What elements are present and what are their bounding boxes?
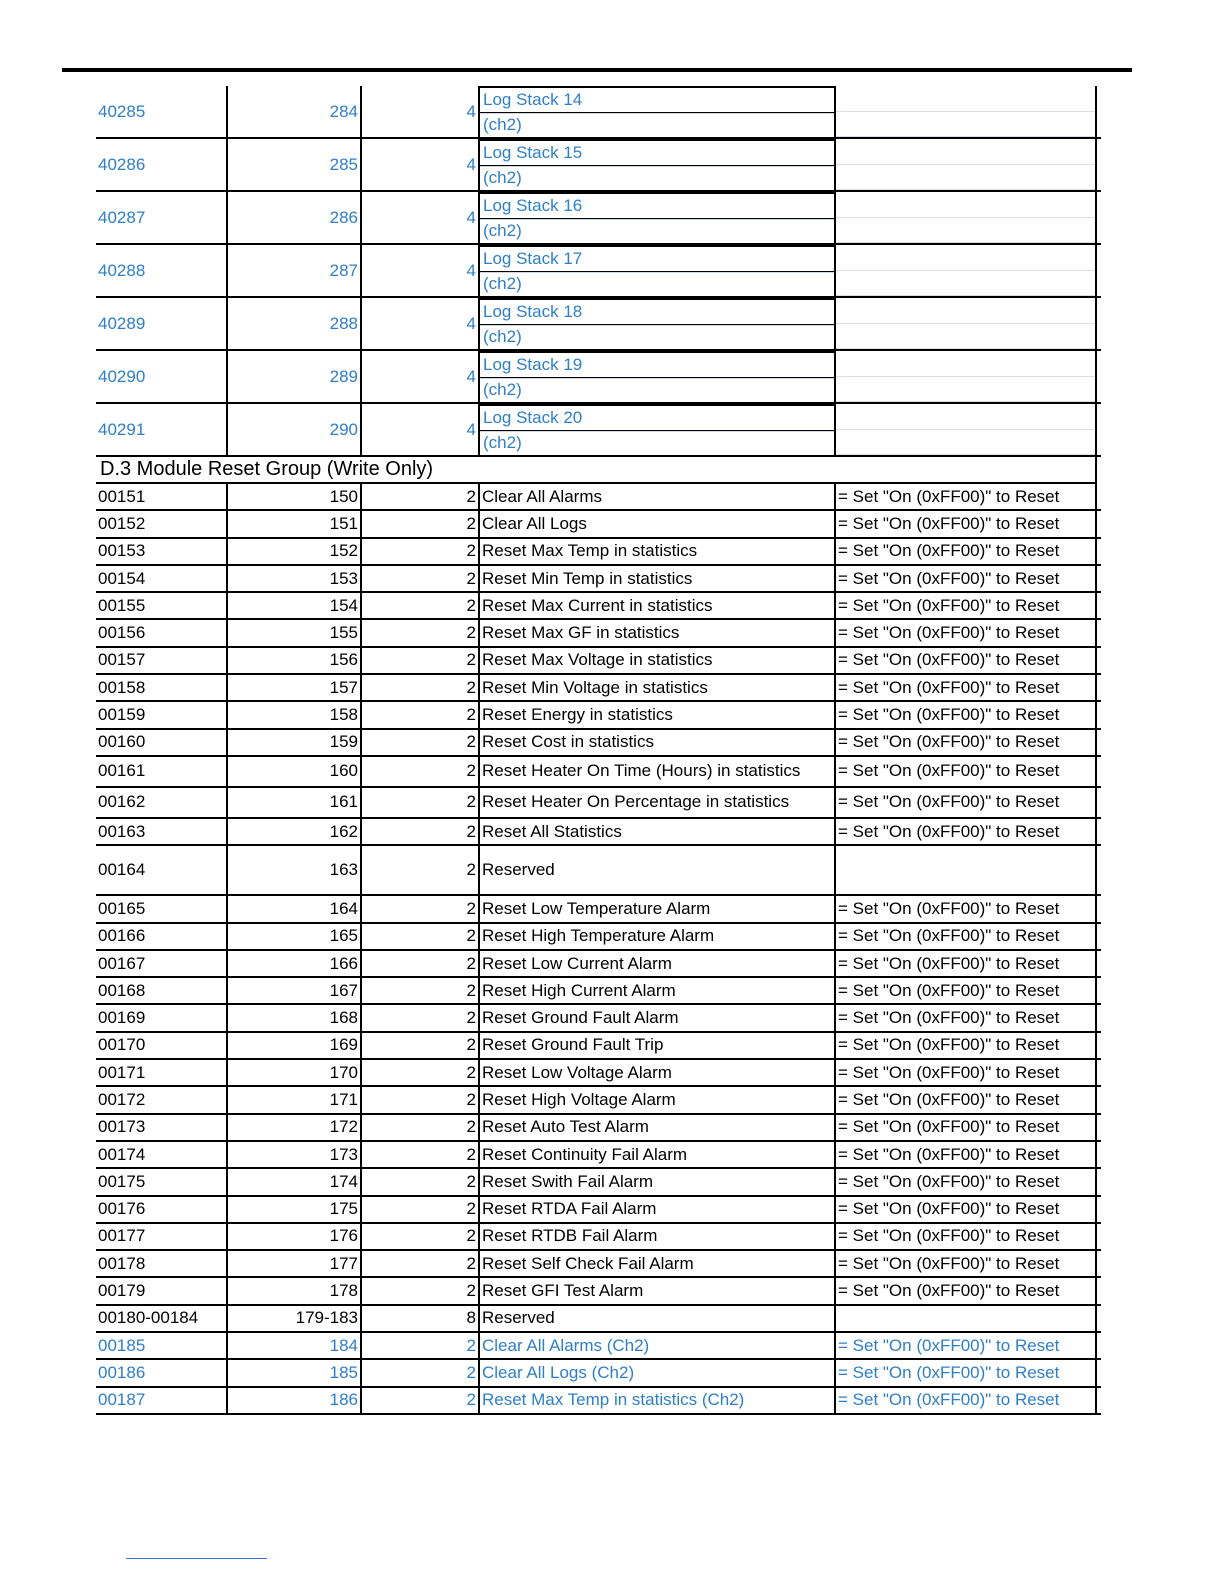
note-cell — [834, 404, 1097, 455]
table-row — [96, 86, 1101, 139]
description-line-2: (ch2) — [480, 113, 834, 138]
offset-cell: 176 — [226, 1224, 362, 1249]
description-cell: Reserved — [482, 860, 555, 880]
note-cell: = Set "On (0xFF00)" to Reset — [834, 1251, 1097, 1276]
offset-cell: 155 — [226, 620, 362, 645]
note-cell — [834, 245, 1097, 296]
offset-cell: 167 — [226, 978, 362, 1003]
offset-cell: 285 — [226, 139, 362, 190]
description-line-2: (ch2) — [480, 378, 834, 403]
address-cell: 00151 — [98, 486, 146, 506]
address-cell: 00155 — [98, 595, 146, 615]
note-cell: = Set "On (0xFF00)" to Reset — [834, 1197, 1097, 1222]
description-cell — [480, 298, 834, 349]
address-cell: 00170 — [98, 1035, 146, 1055]
description-line-1: Log Stack 17 — [480, 247, 834, 272]
offset-cell: 177 — [226, 1251, 362, 1276]
offset-cell: 169 — [226, 1033, 362, 1058]
address-cell: 00186 — [98, 1362, 146, 1382]
description-cell: Clear All Alarms — [482, 486, 602, 506]
table-row — [96, 404, 1101, 457]
address-cell: 00174 — [98, 1144, 146, 1164]
table-row — [96, 593, 1101, 620]
address-cell: 00179 — [98, 1281, 146, 1301]
note-cell: = Set "On (0xFF00)" to Reset — [834, 1115, 1097, 1140]
address-cell: 00180-00184 — [98, 1308, 199, 1328]
description-cell: Reset Heater On Time (Hours) in statistics — [482, 761, 801, 781]
address-cell: 00168 — [98, 980, 146, 1000]
note-cell: = Set "On (0xFF00)" to Reset — [834, 1169, 1097, 1194]
table-row — [96, 730, 1101, 757]
size-cell: 2 — [362, 1197, 480, 1222]
grid-line — [836, 324, 1095, 350]
offset-cell: 158 — [226, 702, 362, 727]
note-cell — [834, 1306, 1097, 1331]
table-row — [96, 1388, 1101, 1415]
note-cell: = Set "On (0xFF00)" to Reset — [834, 1388, 1097, 1413]
description-cell: Reset GFI Test Alarm — [482, 1281, 644, 1301]
description-line-2: (ch2) — [480, 431, 834, 456]
description-cell: Reset Low Voltage Alarm — [482, 1062, 672, 1082]
table-row — [96, 245, 1101, 298]
size-cell: 2 — [362, 648, 480, 673]
note-cell: = Set "On (0xFF00)" to Reset — [834, 788, 1097, 817]
description-line-2: (ch2) — [480, 166, 834, 191]
description-cell: Reset Low Current Alarm — [482, 953, 672, 973]
address-cell: 00178 — [98, 1253, 146, 1273]
address-cell: 40289 — [98, 313, 146, 333]
offset-cell: 178 — [226, 1278, 362, 1303]
description-cell: Reset Low Temperature Alarm — [482, 898, 711, 918]
note-cell — [834, 846, 1097, 894]
size-cell: 4 — [362, 192, 480, 243]
note-cell: = Set "On (0xFF00)" to Reset — [834, 1005, 1097, 1030]
size-cell: 2 — [362, 1278, 480, 1303]
grid-line — [836, 218, 1095, 244]
description-line-2: (ch2) — [480, 325, 834, 350]
note-cell: = Set "On (0xFF00)" to Reset — [834, 1278, 1097, 1303]
note-cell: = Set "On (0xFF00)" to Reset — [834, 757, 1097, 786]
table-row — [96, 702, 1101, 729]
description-cell: Reset RTDA Fail Alarm — [482, 1199, 657, 1219]
note-cell: = Set "On (0xFF00)" to Reset — [834, 1333, 1097, 1358]
address-cell: 00153 — [98, 541, 146, 561]
offset-cell: 165 — [226, 924, 362, 949]
table-row — [96, 1360, 1101, 1387]
grid-line — [836, 404, 1095, 430]
offset-cell: 160 — [226, 757, 362, 786]
offset-cell: 287 — [226, 245, 362, 296]
table-row — [96, 1169, 1101, 1196]
offset-cell: 184 — [226, 1333, 362, 1358]
address-cell: 00187 — [98, 1390, 146, 1410]
grid-line — [836, 245, 1095, 271]
address-cell: 00161 — [98, 761, 146, 781]
offset-cell: 150 — [226, 484, 362, 509]
description-cell: Reset High Temperature Alarm — [482, 926, 715, 946]
description-cell: Reset Min Voltage in statistics — [482, 677, 708, 697]
address-cell: 00154 — [98, 568, 146, 588]
description-cell: Clear All Logs — [482, 513, 587, 533]
description-cell: Reset Max GF in statistics — [482, 623, 680, 643]
description-cell: Reset Auto Test Alarm — [482, 1117, 649, 1137]
description-line-1: Log Stack 15 — [480, 141, 834, 166]
address-cell: 00176 — [98, 1199, 146, 1219]
table-row — [96, 951, 1101, 978]
description-cell: Reset RTDB Fail Alarm — [482, 1226, 658, 1246]
size-cell: 2 — [362, 702, 480, 727]
grid-line — [836, 298, 1095, 324]
size-cell: 8 — [362, 1306, 480, 1331]
size-cell: 2 — [362, 924, 480, 949]
offset-cell: 159 — [226, 730, 362, 755]
note-cell: = Set "On (0xFF00)" to Reset — [834, 1142, 1097, 1167]
size-cell: 4 — [362, 139, 480, 190]
size-cell: 4 — [362, 86, 480, 137]
note-cell: = Set "On (0xFF00)" to Reset — [834, 566, 1097, 591]
address-cell: 00177 — [98, 1226, 146, 1246]
offset-cell: 168 — [226, 1005, 362, 1030]
size-cell: 2 — [362, 593, 480, 618]
offset-cell: 161 — [226, 788, 362, 817]
description-cell: Reset Max Temp in statistics — [482, 541, 698, 561]
table-row — [96, 1333, 1101, 1360]
table-row — [96, 788, 1101, 819]
address-cell: 00165 — [98, 898, 146, 918]
description-line-1: Log Stack 14 — [480, 88, 834, 113]
table-row — [96, 351, 1101, 404]
size-cell: 2 — [362, 484, 480, 509]
table-row — [96, 1087, 1101, 1114]
address-cell: 00158 — [98, 677, 146, 697]
offset-cell: 288 — [226, 298, 362, 349]
description-line-1: Log Stack 20 — [480, 406, 834, 431]
address-cell: 40288 — [98, 260, 146, 280]
note-cell: = Set "On (0xFF00)" to Reset — [834, 819, 1097, 844]
note-cell: = Set "On (0xFF00)" to Reset — [834, 978, 1097, 1003]
table-row — [96, 139, 1101, 192]
offset-cell: 152 — [226, 539, 362, 564]
size-cell: 2 — [362, 1251, 480, 1276]
table-row — [96, 1251, 1101, 1278]
description-cell: Reserved — [482, 1308, 555, 1328]
grid-line — [836, 351, 1095, 377]
table-row — [96, 1224, 1101, 1251]
address-cell: 00167 — [98, 953, 146, 973]
grid-line — [836, 86, 1095, 112]
table-row — [96, 192, 1101, 245]
description-cell: Reset Ground Fault Trip — [482, 1035, 664, 1055]
log-stack-section — [96, 86, 1101, 457]
footer-link-underline — [126, 1558, 267, 1559]
offset-cell: 174 — [226, 1169, 362, 1194]
grid-line — [836, 165, 1095, 191]
address-cell: 40286 — [98, 154, 146, 174]
note-cell: = Set "On (0xFF00)" to Reset — [834, 951, 1097, 976]
grid-line — [836, 271, 1095, 297]
table-row — [96, 896, 1101, 923]
offset-cell: 172 — [226, 1115, 362, 1140]
note-cell: = Set "On (0xFF00)" to Reset — [834, 924, 1097, 949]
description-cell — [480, 404, 834, 455]
size-cell: 2 — [362, 566, 480, 591]
offset-cell: 157 — [226, 675, 362, 700]
size-cell: 2 — [362, 1360, 480, 1385]
table-row — [96, 1115, 1101, 1142]
size-cell: 2 — [362, 1005, 480, 1030]
table-row — [96, 511, 1101, 538]
size-cell: 2 — [362, 1388, 480, 1413]
grid-line — [836, 139, 1095, 165]
note-cell — [834, 86, 1097, 137]
offset-cell: 289 — [226, 351, 362, 402]
note-cell: = Set "On (0xFF00)" to Reset — [834, 1060, 1097, 1085]
size-cell: 2 — [362, 511, 480, 536]
note-cell: = Set "On (0xFF00)" to Reset — [834, 1360, 1097, 1385]
size-cell: 2 — [362, 896, 480, 921]
size-cell: 2 — [362, 539, 480, 564]
size-cell: 4 — [362, 351, 480, 402]
description-cell: Reset High Voltage Alarm — [482, 1089, 676, 1109]
size-cell: 2 — [362, 757, 480, 786]
table-row — [96, 1005, 1101, 1032]
offset-cell: 164 — [226, 896, 362, 921]
note-cell — [834, 298, 1097, 349]
description-cell: Reset Energy in statistics — [482, 705, 673, 725]
address-cell: 40290 — [98, 366, 146, 386]
address-cell: 00173 — [98, 1117, 146, 1137]
description-cell: Reset All Statistics — [482, 821, 622, 841]
offset-cell: 290 — [226, 404, 362, 455]
table-row — [96, 675, 1101, 702]
offset-cell: 175 — [226, 1197, 362, 1222]
address-cell: 40287 — [98, 207, 146, 227]
table-row — [96, 648, 1101, 675]
offset-cell: 179-183 — [226, 1306, 362, 1331]
offset-cell: 171 — [226, 1087, 362, 1112]
note-cell: = Set "On (0xFF00)" to Reset — [834, 484, 1097, 509]
description-cell: Reset Continuity Fail Alarm — [482, 1144, 688, 1164]
address-cell: 00185 — [98, 1335, 146, 1355]
size-cell: 2 — [362, 1115, 480, 1140]
offset-cell: 284 — [226, 86, 362, 137]
description-cell: Reset Max Current in statistics — [482, 595, 713, 615]
description-cell: Reset Min Temp in statistics — [482, 568, 693, 588]
table-row — [96, 924, 1101, 951]
grid-line — [836, 430, 1095, 456]
table-row — [96, 484, 1101, 511]
address-cell: 00171 — [98, 1062, 146, 1082]
table-row — [96, 1306, 1101, 1333]
register-table — [96, 86, 1101, 1415]
table-row — [96, 298, 1101, 351]
table-row — [96, 539, 1101, 566]
note-cell: = Set "On (0xFF00)" to Reset — [834, 1087, 1097, 1112]
address-cell: 00169 — [98, 1008, 146, 1028]
description-line-2: (ch2) — [480, 219, 834, 244]
note-cell: = Set "On (0xFF00)" to Reset — [834, 1224, 1097, 1249]
description-cell — [480, 192, 834, 243]
table-row — [96, 819, 1101, 846]
description-cell: Clear All Alarms (Ch2) — [482, 1335, 650, 1355]
size-cell: 2 — [362, 1224, 480, 1249]
offset-cell: 166 — [226, 951, 362, 976]
size-cell: 2 — [362, 978, 480, 1003]
address-cell: 40285 — [98, 101, 146, 121]
section-title: D.3 Module Reset Group (Write Only) — [96, 457, 1097, 484]
note-cell: = Set "On (0xFF00)" to Reset — [834, 620, 1097, 645]
table-row — [96, 1033, 1101, 1060]
size-cell: 2 — [362, 1142, 480, 1167]
size-cell: 2 — [362, 788, 480, 817]
grid-line — [836, 377, 1095, 403]
table-row — [96, 757, 1101, 788]
address-cell: 00175 — [98, 1171, 146, 1191]
address-cell: 00159 — [98, 705, 146, 725]
address-cell: 00164 — [98, 860, 146, 880]
address-cell: 00152 — [98, 513, 146, 533]
size-cell: 4 — [362, 298, 480, 349]
offset-cell: 151 — [226, 511, 362, 536]
offset-cell: 156 — [226, 648, 362, 673]
table-row — [96, 1197, 1101, 1224]
description-line-1: Log Stack 18 — [480, 300, 834, 325]
table-row — [96, 1060, 1101, 1087]
offset-cell: 286 — [226, 192, 362, 243]
offset-cell: 163 — [226, 846, 362, 894]
size-cell: 2 — [362, 846, 480, 894]
address-cell: 40291 — [98, 419, 146, 439]
size-cell: 2 — [362, 1333, 480, 1358]
offset-cell: 154 — [226, 593, 362, 618]
note-cell: = Set "On (0xFF00)" to Reset — [834, 593, 1097, 618]
note-cell: = Set "On (0xFF00)" to Reset — [834, 539, 1097, 564]
size-cell: 2 — [362, 1060, 480, 1085]
description-line-1: Log Stack 19 — [480, 353, 834, 378]
description-cell — [480, 86, 834, 137]
description-cell: Reset Ground Fault Alarm — [482, 1008, 679, 1028]
size-cell: 4 — [362, 245, 480, 296]
note-cell: = Set "On (0xFF00)" to Reset — [834, 675, 1097, 700]
description-line-1: Log Stack 16 — [480, 194, 834, 219]
note-cell: = Set "On (0xFF00)" to Reset — [834, 648, 1097, 673]
offset-cell: 162 — [226, 819, 362, 844]
note-cell — [834, 139, 1097, 190]
offset-cell: 173 — [226, 1142, 362, 1167]
description-line-2: (ch2) — [480, 272, 834, 297]
description-cell: Clear All Logs (Ch2) — [482, 1362, 635, 1382]
address-cell: 00172 — [98, 1089, 146, 1109]
address-cell: 00160 — [98, 732, 146, 752]
description-cell: Reset Max Voltage in statistics — [482, 650, 713, 670]
size-cell: 2 — [362, 675, 480, 700]
description-cell: Reset Swith Fail Alarm — [482, 1171, 653, 1191]
note-cell: = Set "On (0xFF00)" to Reset — [834, 511, 1097, 536]
address-cell: 00166 — [98, 926, 146, 946]
grid-line — [836, 112, 1095, 138]
size-cell: 2 — [362, 1033, 480, 1058]
note-cell: = Set "On (0xFF00)" to Reset — [834, 730, 1097, 755]
size-cell: 4 — [362, 404, 480, 455]
table-row — [96, 1142, 1101, 1169]
description-cell — [480, 139, 834, 190]
size-cell: 2 — [362, 951, 480, 976]
description-cell: Reset Self Check Fail Alarm — [482, 1253, 694, 1273]
address-cell: 00157 — [98, 650, 146, 670]
description-cell: Reset Heater On Percentage in statistics — [482, 792, 790, 812]
size-cell: 2 — [362, 819, 480, 844]
header-rule — [62, 68, 1132, 72]
note-cell: = Set "On (0xFF00)" to Reset — [834, 896, 1097, 921]
address-cell: 00162 — [98, 792, 146, 812]
note-cell: = Set "On (0xFF00)" to Reset — [834, 1033, 1097, 1058]
description-cell — [480, 351, 834, 402]
table-row — [96, 978, 1101, 1005]
note-cell — [834, 351, 1097, 402]
offset-cell: 185 — [226, 1360, 362, 1385]
size-cell: 2 — [362, 1087, 480, 1112]
reset-group-section — [96, 484, 1101, 1415]
offset-cell: 153 — [226, 566, 362, 591]
description-cell: Reset Max Temp in statistics (Ch2) — [482, 1390, 745, 1410]
table-row — [96, 1278, 1101, 1305]
address-cell: 00156 — [98, 623, 146, 643]
table-row — [96, 620, 1101, 647]
description-cell: Reset Cost in statistics — [482, 732, 654, 752]
address-cell: 00163 — [98, 821, 146, 841]
description-cell — [480, 245, 834, 296]
size-cell: 2 — [362, 730, 480, 755]
description-cell: Reset High Current Alarm — [482, 980, 676, 1000]
size-cell: 2 — [362, 1169, 480, 1194]
note-cell: = Set "On (0xFF00)" to Reset — [834, 702, 1097, 727]
offset-cell: 186 — [226, 1388, 362, 1413]
size-cell: 2 — [362, 620, 480, 645]
table-row — [96, 846, 1101, 896]
offset-cell: 170 — [226, 1060, 362, 1085]
table-row — [96, 566, 1101, 593]
note-cell — [834, 192, 1097, 243]
grid-line — [836, 192, 1095, 218]
